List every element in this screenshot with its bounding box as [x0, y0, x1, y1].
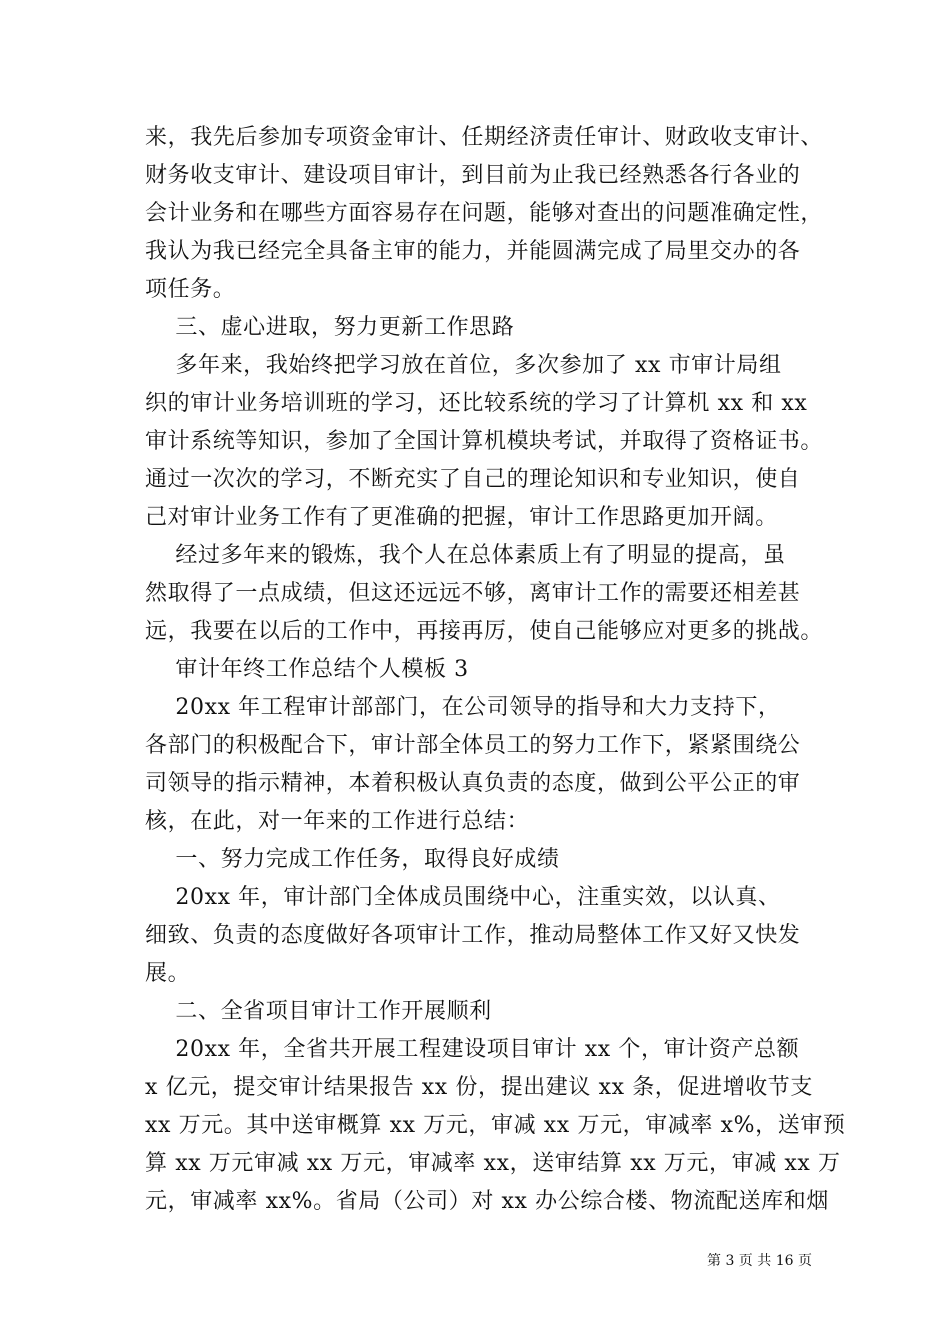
- section-heading: 三、虚心进取，努力更新工作思路: [145, 315, 515, 340]
- text-line: 财务收支审计、建设项目审计，到目前为止我已经熟悉各行各业的: [145, 163, 801, 188]
- text-line: 司领导的指示精神，本着积极认真负责的态度，做到公平公正的审: [145, 771, 801, 796]
- text-line: 各部门的积极配合下，审计部全体员工的努力工作下，紧紧围绕公: [145, 733, 801, 758]
- text-line: 织的审计业务培训班的学习，还比较系统的学习了计算机 xx 和 xx: [145, 391, 808, 416]
- text-line: 己对审计业务工作有了更准确的把握，审计工作思路更加开阔。: [145, 505, 778, 530]
- text-line: 细致、负责的态度做好各项审计工作，推动局整体工作又好又快发: [145, 923, 801, 948]
- text-line: 会计业务和在哪些方面容易存在问题，能够对查出的问题准确定性，: [145, 201, 824, 226]
- text-line: 算 xx 万元审减 xx 万元，审减率 xx，送审结算 xx 万元，审减 xx 万: [145, 1151, 841, 1176]
- text-line: 然取得了一点成绩，但这还远远不够，离审计工作的需要还相差甚: [145, 581, 801, 606]
- text-line: 20xx 年工程审计部部门，在公司领导的指导和大力支持下，: [145, 695, 781, 720]
- text-line: xx 万元。其中送审概算 xx 万元，审减 xx 万元，审减率 x%，送审预: [145, 1113, 846, 1138]
- text-line: 项任务。: [145, 277, 236, 302]
- text-line: x 亿元，提交审计结果报告 xx 份，提出建议 xx 条，促进增收节支: [145, 1075, 814, 1100]
- text-line: 远，我要在以后的工作中，再接再厉，使自己能够应对更多的挑战。: [145, 619, 824, 644]
- text-line: 展。: [145, 961, 191, 986]
- text-line: 审计系统等知识，参加了全国计算机模块考试，并取得了资格证书。: [145, 429, 824, 454]
- text-line: 多年来，我始终把学习放在首位，多次参加了 xx 市审计局组: [145, 353, 782, 378]
- document-subtitle: 审计年终工作总结个人模板 3: [145, 657, 469, 682]
- text-line: 核，在此，对一年来的工作进行总结：: [145, 809, 530, 834]
- text-line: 通过一次次的学习，不断充实了自己的理论知识和专业知识，使自: [145, 467, 801, 492]
- text-line: 来，我先后参加专项资金审计、任期经济责任审计、财政收支审计、: [145, 125, 824, 150]
- page-number-footer: 第 3 页 共 16 页: [707, 1253, 812, 1269]
- section-heading: 一、努力完成工作任务，取得良好成绩: [145, 847, 560, 872]
- section-heading: 二、全省项目审计工作开展顺利: [145, 999, 492, 1024]
- text-line: 20xx 年，审计部门全体成员围绕中心，注重实效，以认真、: [145, 885, 781, 910]
- text-line: 我认为我已经完全具备主审的能力，并能圆满完成了局里交办的各: [145, 239, 801, 264]
- text-line: 元，审减率 xx%。省局（公司）对 xx 办公综合楼、物流配送库和烟: [145, 1189, 829, 1214]
- text-line: 经过多年来的锻炼，我个人在总体素质上有了明显的提高，虽: [145, 543, 786, 568]
- text-line: 20xx 年，全省共开展工程建设项目审计 xx 个，审计资产总额: [145, 1037, 800, 1062]
